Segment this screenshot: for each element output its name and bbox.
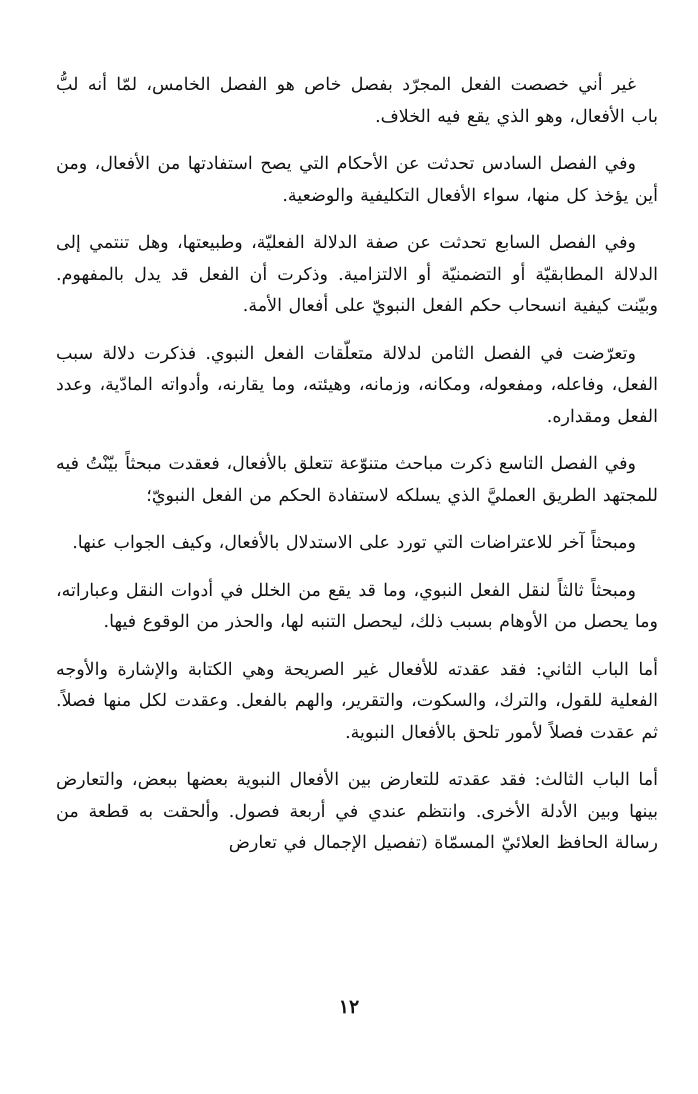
page-number: ١٢ <box>338 996 360 1018</box>
paragraph-part-two: أما الباب الثاني: فقد عقدته للأفعال غير الصريحة وهي الكتابة والإشارة والأوجه الفعلية للقول، والترك، والسكوت، والتقرير، والهم بالفعل. وعقدت لكل منها فصلاً. ثم عقدت فصلاً لأمور تلحق بالأفعال النبوية. <box>56 659 658 743</box>
page-body <box>56 70 658 876</box>
paragraph-chapter-seven: وفي الفصل السابع تحدثت عن صفة الدلالة الفعليّة، وطبيعتها، وهل تنتمي إلى الدلالة المطابقيّة أو التضمنيّة أو الالتزامية. وذكرت أن الفعل قد يدل بالمفهوم. وبيّنت كيفية انسحاب حكم الفعل النبويّ على أفعال الأمة. <box>56 233 658 316</box>
paragraph-transmission: ومبحثاً ثالثاً لنقل الفعل النبوي، وما قد يقع من الخلل في أدوات النقل وعباراته، وما يحصل من الأوهام بسبب ذلك، ليحصل التنبه لها، والحذر من الوقوع فيها. <box>56 580 658 632</box>
paragraph-chapter-five: غير أني خصصت الفعل المجرّد بفصل خاص هو الفصل الخامس، لمّا أنه لبُّ باب الأفعال، وهو الذي يقع فيه الخلاف. <box>56 75 658 127</box>
paragraph-part-three: أما الباب الثالث: فقد عقدته للتعارض بين الأفعال النبوية بعضها ببعض، والتعارض بينها وبين الأدلة الأخرى. وانتظم عندي في أربعة فصول. وألحقت به قطعة من رسالة الحافظ العلائيّ المسمّاة (تفصيل الإجمال في تعارض <box>56 770 658 853</box>
paragraph-chapter-six: وفي الفصل السادس تحدثت عن الأحكام التي يصح استفادتها من الأفعال، ومن أين يؤخذ كل منها، سواء الأفعال التكليفية والوضعية. <box>56 154 658 206</box>
paragraph-chapter-eight: وتعرّضت في الفصل الثامن لدلالة متعلّقات الفعل النبوي. فذكرت دلالة سبب الفعل، وفاعله، ومفعوله، ومكانه، وزمانه، وهيئته، وما يقارنه، وأدواته المادّية، وعدد الفعل ومقداره. <box>56 343 658 427</box>
paragraph-objections: ومبحثاً آخر للاعتراضات التي تورد على الاستدلال بالأفعال، وكيف الجواب عنها. <box>72 533 636 553</box>
paragraph-chapter-nine: وفي الفصل التاسع ذكرت مباحث متنوّعة تتعلق بالأفعال، فعقدت مبحثاً بيّنْتُ فيه للمجتهد الطريق العمليَّ الذي يسلكه لاستفادة الحكم من الفعل النبويّ؛ <box>56 454 658 506</box>
